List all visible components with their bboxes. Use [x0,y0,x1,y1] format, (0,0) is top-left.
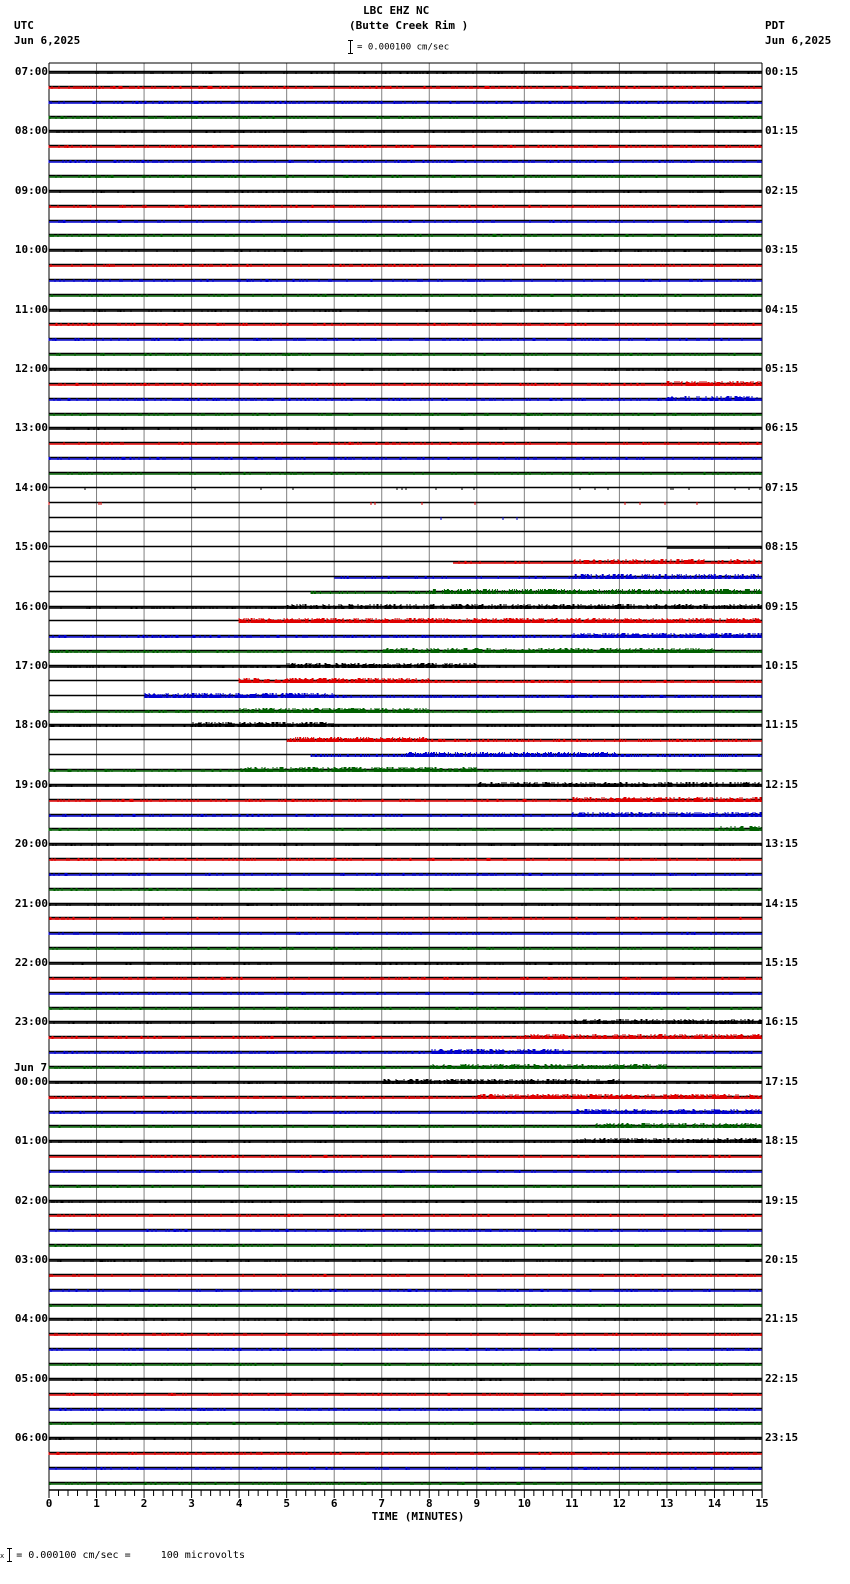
pdt-hour-label: 18:15 [765,1134,799,1147]
x-tick-label: 15 [755,1497,769,1510]
pdt-hour-label: 00:15 [765,65,799,78]
utc-hour-label: 16:00 [14,600,48,613]
scale-bar-icon [7,1548,12,1562]
x-tick-label: 8 [425,1497,433,1510]
pdt-hour-label: 02:15 [765,184,799,197]
right-timezone: PDT [765,19,785,32]
pdt-hour-label: 16:15 [765,1015,799,1028]
x-tick-label: 6 [330,1497,338,1510]
x-tick-label: 14 [707,1497,722,1510]
pdt-hour-label: 01:15 [765,124,799,137]
utc-hour-label: 02:00 [14,1194,48,1207]
x-tick-label: 13 [660,1497,674,1510]
x-tick-label: 5 [283,1497,290,1510]
utc-hour-label: 09:00 [14,184,48,197]
pdt-hour-label: 17:15 [765,1075,799,1088]
utc-hour-label: 07:00 [14,65,48,78]
pdt-hour-label: 20:15 [765,1253,799,1266]
x-tick-label: 7 [378,1497,386,1510]
pdt-hour-label: 14:15 [765,897,799,910]
station-location: (Butte Creek Rim ) [349,19,469,32]
pdt-hour-label: 04:15 [765,303,799,316]
x-tick-label: 10 [517,1497,531,1510]
utc-hour-label: 22:00 [14,956,48,969]
x-tick-label: 2 [140,1497,148,1510]
utc-hour-label: 19:00 [14,778,48,791]
x-tick-label: 9 [473,1497,481,1510]
utc-hour-label: 00:00 [14,1075,48,1088]
utc-hour-label: 13:00 [14,421,48,434]
pdt-hour-label: 21:15 [765,1312,799,1325]
x-tick-label: 1 [93,1497,100,1510]
pdt-hour-label: 22:15 [765,1372,799,1385]
x-axis-label: TIME (MINUTES) [371,1510,465,1523]
footer-scale-text: = 0.000100 cm/sec = 100 microvolts [16,1550,245,1561]
utc-hour-label: 12:00 [14,362,48,375]
utc-hour-label: 05:00 [14,1372,48,1385]
pdt-hour-label: 13:15 [765,837,799,850]
left-timezone: UTC [14,19,34,32]
utc-hour-label: 10:00 [14,243,48,256]
pdt-hour-label: 10:15 [765,659,799,672]
x-tick-label: 4 [235,1497,243,1510]
pdt-hour-label: 06:15 [765,421,799,434]
utc-hour-label: 20:00 [14,837,48,850]
utc-hour-label: 17:00 [14,659,48,672]
date-change-label: Jun 7 [14,1061,48,1074]
header-scale-text: = 0.000100 cm/sec [357,42,450,53]
pdt-hour-label: 11:15 [765,718,799,731]
left-date: Jun 6,2025 [14,34,81,47]
utc-hour-label: 03:00 [14,1253,48,1266]
x-tick-label: 0 [45,1497,53,1510]
pdt-hour-label: 12:15 [765,778,799,791]
station-title: LBC EHZ NC [363,4,430,17]
right-date: Jun 6,2025 [765,34,832,47]
pdt-hour-label: 15:15 [765,956,799,969]
footer-prefix: x [0,1552,5,1560]
footer-scale [0,1548,245,1562]
pdt-hour-label: 07:15 [765,481,799,494]
utc-hour-label: 08:00 [14,124,48,137]
x-tick-label: 12 [612,1497,627,1510]
utc-hour-label: 11:00 [14,303,48,316]
pdt-hour-label: 08:15 [765,540,799,553]
x-tick-label: 11 [565,1497,579,1510]
pdt-hour-label: 19:15 [765,1194,799,1207]
utc-hour-label: 01:00 [14,1134,48,1147]
x-tick-label: 3 [188,1497,195,1510]
utc-hour-label: 15:00 [14,540,48,553]
pdt-hour-label: 23:15 [765,1431,799,1444]
utc-hour-label: 21:00 [14,897,48,910]
utc-hour-label: 23:00 [14,1015,48,1028]
pdt-hour-label: 05:15 [765,362,799,375]
utc-hour-label: 06:00 [14,1431,48,1444]
utc-hour-label: 04:00 [14,1312,48,1325]
pdt-hour-label: 03:15 [765,243,799,256]
utc-hour-label: 18:00 [14,718,48,731]
pdt-hour-label: 09:15 [765,600,799,613]
utc-hour-label: 14:00 [14,481,48,494]
